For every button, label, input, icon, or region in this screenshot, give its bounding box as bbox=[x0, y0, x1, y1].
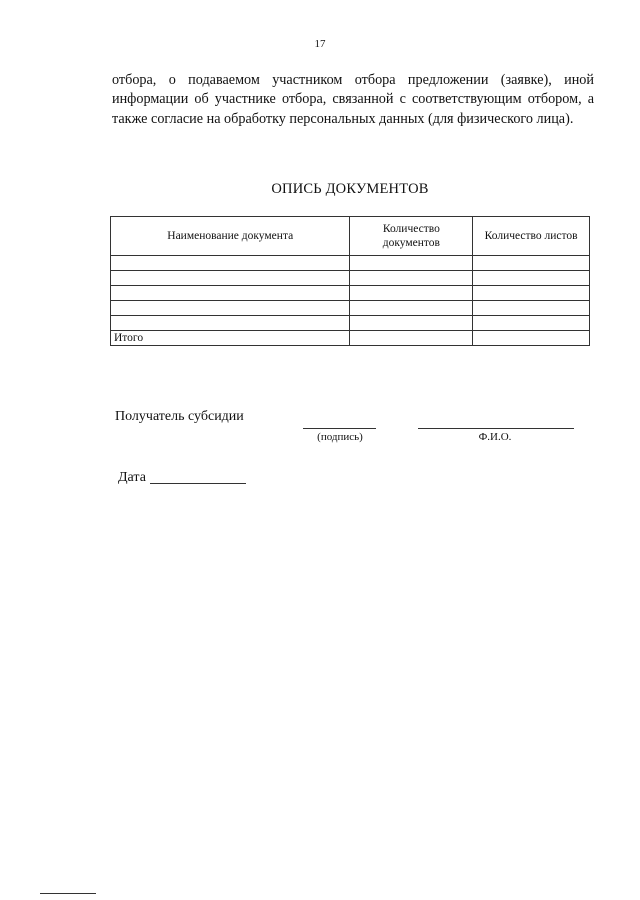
table-row bbox=[111, 316, 590, 331]
total-row bbox=[111, 331, 590, 346]
header-sheet-count: Количество листов bbox=[473, 217, 590, 256]
full-name-caption: Ф.И.О. bbox=[478, 431, 512, 443]
table-cell[interactable] bbox=[473, 316, 590, 331]
table-cell[interactable] bbox=[473, 286, 590, 301]
recipient-label: Получатель субсидии bbox=[115, 409, 244, 424]
table-cell[interactable] bbox=[473, 256, 590, 271]
table-cell[interactable] bbox=[350, 271, 473, 286]
total-document-count[interactable] bbox=[350, 331, 473, 346]
page-number: 17 bbox=[314, 38, 326, 50]
header-document-name: Наименование документа bbox=[111, 217, 350, 256]
full-name-line[interactable] bbox=[418, 428, 574, 429]
table-cell[interactable] bbox=[350, 301, 473, 316]
date-line[interactable] bbox=[150, 483, 246, 484]
table-cell[interactable] bbox=[111, 256, 350, 271]
header-document-count: Количество документов bbox=[350, 217, 473, 256]
signature-caption: (подпись) bbox=[317, 431, 363, 443]
table-cell[interactable] bbox=[350, 286, 473, 301]
table-cell[interactable] bbox=[111, 271, 350, 286]
table-cell[interactable] bbox=[111, 301, 350, 316]
table-cell[interactable] bbox=[473, 271, 590, 286]
signature-line[interactable] bbox=[303, 428, 376, 429]
table-cell[interactable] bbox=[111, 286, 350, 301]
table-cell[interactable] bbox=[111, 316, 350, 331]
footer-rule bbox=[40, 893, 96, 894]
table-row bbox=[111, 286, 590, 301]
total-label: Итого bbox=[111, 331, 350, 346]
inventory-title: ОПИСЬ ДОКУМЕНТОВ bbox=[271, 181, 429, 197]
table-row bbox=[111, 271, 590, 286]
date-label: Дата bbox=[118, 470, 146, 485]
inventory-table bbox=[110, 216, 590, 346]
total-sheet-count[interactable] bbox=[473, 331, 590, 346]
table-cell[interactable] bbox=[350, 316, 473, 331]
body-paragraph: отбора, о подаваемом участником отбора предложении (заявке), иной информации об участнике отбора, связанной с соответствующим отбором, а также согласие на обработку персональных данных (для физического лица). bbox=[112, 72, 594, 127]
table-header-row bbox=[111, 217, 590, 256]
table-cell[interactable] bbox=[350, 256, 473, 271]
table-row bbox=[111, 256, 590, 271]
table-row bbox=[111, 301, 590, 316]
table-cell[interactable] bbox=[473, 301, 590, 316]
